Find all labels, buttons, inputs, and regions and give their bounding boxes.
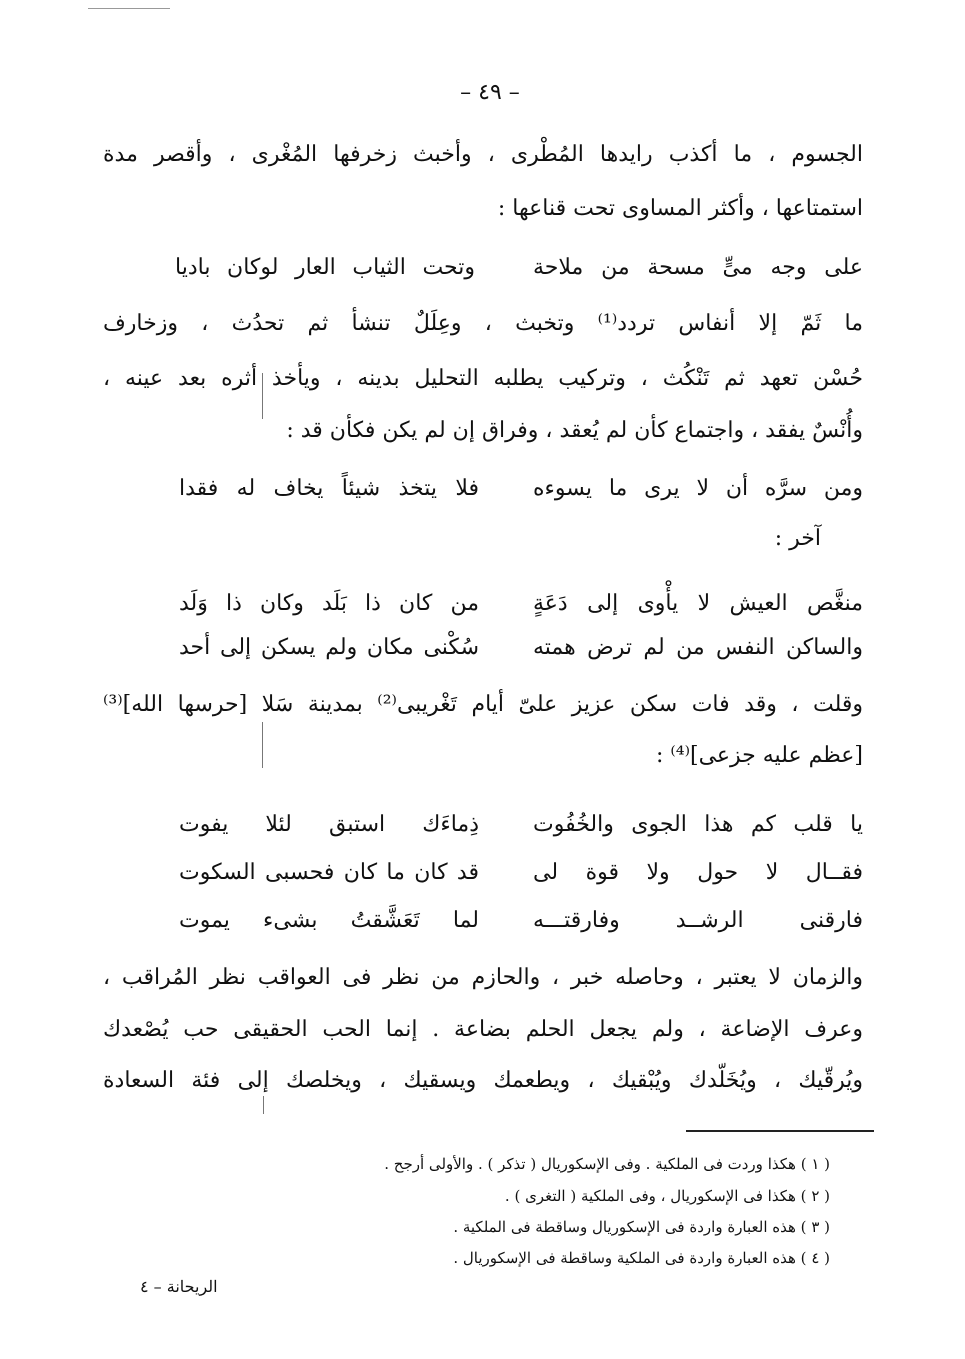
verse-hemistich-second: من كان ذا بَلَد وكان ذا وَلَد bbox=[179, 591, 479, 616]
footnote-separator bbox=[686, 1130, 874, 1132]
prose-line: ما ثَمّ إلا أنفاس تردد⁽¹⁾ وتخبث ، وعِلَلٌ تنشأ ثم تحدُث ، وزخارف bbox=[103, 311, 863, 336]
prose-line: [عظم عليه جزعى]⁽⁴⁾ : bbox=[655, 743, 863, 768]
page-number: – ٤٩ – bbox=[460, 80, 520, 105]
verse-hemistich-second: فلا يتخذ شيئاً يخاف له فقدا bbox=[179, 476, 479, 501]
prose-line: استمتاعها ، وأكثر المساوى تحت قناعها : bbox=[497, 196, 863, 221]
margin-scan-mark bbox=[263, 1096, 264, 1114]
prose-line: وعرف الإضاعة ، ولم يجعل الحلم بضاعة . إنما الحب الحقيقى حب يُصْعدك bbox=[103, 1017, 863, 1042]
footnote: ( ٢ ) هكذا فى الإسكوريال ، وفى الملكية ( التغرى ) . bbox=[504, 1187, 830, 1205]
verse-hemistich-first: منغَّص العيش لا يأْوى إلى دَعَةٍ bbox=[533, 591, 863, 616]
footnote: ( ٣ ) هذه العبارة واردة فى الإسكوريال وساقطة فى الملكية . bbox=[453, 1218, 830, 1236]
footnote: ( ٤ ) هذه العبارة واردة فى الملكية وساقطة فى الإسكوريال . bbox=[453, 1249, 830, 1267]
verse-hemistich-second: سُكْنى مكان ولم يسكن إلى أحد bbox=[179, 635, 479, 660]
verse-hemistich-first: فارقنى الرشــد وفارقتـــه bbox=[533, 908, 863, 933]
prose-line: حُسْن تعهد ثم تَنْكُث ، وتركيب يطلبه التحليل بدينه ، ويأخذ أثره بعد عينه ، bbox=[103, 366, 863, 391]
verse-hemistich-second: لما تَعَشَّقتُ بشىء يموت bbox=[179, 908, 479, 933]
prose-line: والزمان لا يعتبر ، وحاصله خبر ، والحازم من نظر فى العواقب نظر المُراقب ، bbox=[103, 965, 863, 990]
prose-line: وأُنْسٌ يفقد ، واجتماع كأن لم يُعقد ، وفراق إن لم يكن فكأن قد : bbox=[286, 418, 863, 443]
printer-signature-mark: الريحانة – ٤ bbox=[140, 1277, 218, 1296]
prose-line: الجسوم ، ما أكذب رايدها المُطْرى ، وأخبث زخرفها المُغْرى ، وأقصر مدة bbox=[103, 142, 863, 167]
other-poet-label: آخر : bbox=[774, 526, 821, 551]
verse-hemistich-second: ذِماءَك استبق لئلا يفوت bbox=[179, 812, 479, 837]
verse-hemistich-first: يا قلب كم هذا الجوى والخُفُوت bbox=[533, 812, 863, 837]
prose-line: ويُرقّيك ، ويُخَلّدك ويُبْقيك ، ويطعمك ويسقيك ، ويخلصك إلى فئة السعادة bbox=[103, 1068, 863, 1093]
verse-hemistich-first: فقــال لا حول ولا قوة لى bbox=[533, 860, 863, 885]
verse-hemistich-first: على وجه مىٍّ مسحة من ملاحة bbox=[533, 255, 863, 280]
verse-hemistich-first: ومن سرَّه أن لا يرى ما يسوءه bbox=[533, 476, 863, 501]
footnote: ( ١ ) هكذا وردت فى الملكية . وفى الإسكوريال ( تذكر ) . والأولى أرجح . bbox=[384, 1155, 830, 1173]
verse-hemistich-first: والساكن النفس من لم ترض همته bbox=[533, 635, 863, 660]
verse-hemistich-second: وتحت الثياب العار لوكان باديا bbox=[175, 255, 475, 280]
prose-line: وقلت ، وقد فات سكن عزيز علىّ أيام تَغْريبى⁽²⁾ بمدينة سَلا [حرسها الله]⁽³⁾ bbox=[103, 692, 863, 717]
verse-hemistich-second: قد كان ما كان فحسبى السكوت bbox=[179, 860, 479, 885]
scan-corner-line bbox=[88, 8, 170, 9]
